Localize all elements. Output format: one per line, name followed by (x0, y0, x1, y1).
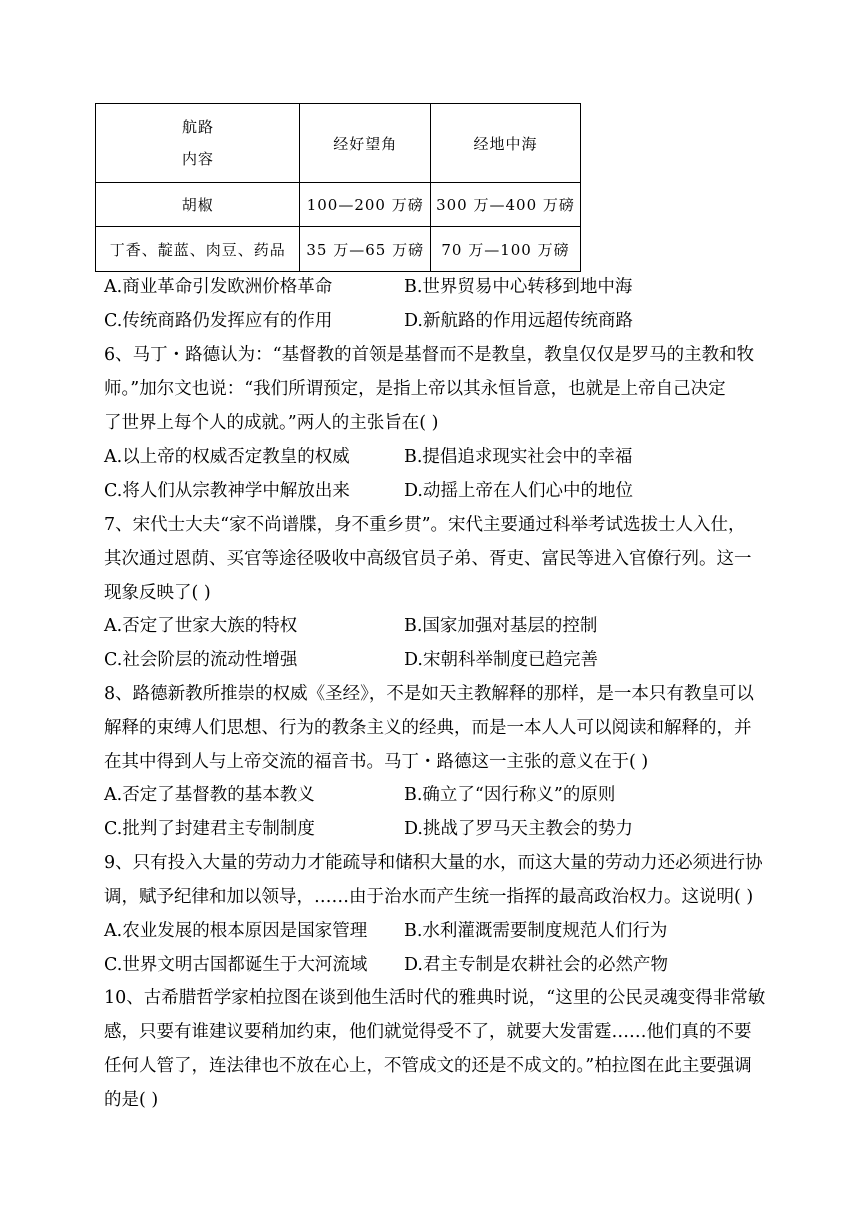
q7-stem-line: 7、宋代士大夫“家不尚谱牒，身不重乡贯”。宋代主要通过科举考试选拔士人入仕， (104, 515, 746, 535)
header-cape-route: 经好望角 (300, 104, 431, 183)
table-header-corner (96, 104, 300, 183)
q8-option-c: C.批判了封建君主专制制度 (104, 819, 315, 839)
q6-stem-line: 6、马丁・路德认为：“基督教的首领是基督而不是教皇，教皇仅仅是罗马的主教和牧 (104, 345, 755, 365)
table-row (96, 227, 581, 272)
q5-option-b: B.世界贸易中心转移到地中海 (404, 277, 633, 297)
q9-stem-line: 调，赋予纪律和加以领导，……由于治水而产生统一指挥的最高政治权力。这说明( ) (104, 887, 754, 907)
q8-stem-line: 解释的束缚人们思想、行为的教条主义的经典，而是一本人人可以阅读和解释的，并 (104, 718, 752, 738)
q10-stem-line: 的是( ) (104, 1090, 159, 1110)
q5-option-c: C.传统商路仍发挥应有的作用 (104, 311, 333, 331)
header-route-label: 航路 (182, 118, 215, 136)
q8-option-a: A.否定了基督教的基本教义 (104, 785, 315, 805)
table-cell-cape: 100—200 万磅 (300, 183, 431, 227)
header-content-label: 内容 (182, 150, 215, 168)
q8-stem-line: 8、路德新教所推崇的权威《圣经》，不是如天主教解释的那样，是一本只有教皇可以 (104, 684, 754, 704)
q7-option-d: D.宋朝科举制度已趋完善 (404, 650, 598, 670)
q9-option-a: A.农业发展的根本原因是国家管理 (104, 921, 368, 941)
q5-option-a: A.商业革命引发欧洲价格革命 (104, 277, 333, 297)
q6-stem-line: 师。”加尔文也说：“我们所谓预定，是指上帝以其永恒旨意，也就是上帝自己决定 (104, 379, 726, 399)
q8-option-d: D.挑战了罗马天主教会的势力 (404, 819, 633, 839)
q7-option-b: B.国家加强对基层的控制 (404, 616, 598, 636)
table-cell-mediterranean: 300 万—400 万磅 (430, 183, 580, 227)
table-cell-mediterranean: 70 万—100 万磅 (430, 227, 580, 272)
q10-stem-line: 感，只要有谁建议要稍加约束，他们就觉得受不了，就要大发雷霆……他们真的不要 (104, 1022, 752, 1042)
table-row (96, 183, 581, 227)
q6-stem-line: 了世界上每个人的成就。”两人的主张旨在( ) (104, 413, 439, 433)
q10-stem-line: 10、古希腊哲学家柏拉图在谈到他生活时代的雅典时说，“这里的公民灵魂变得非常敏 (104, 988, 766, 1008)
header-mediterranean-route: 经地中海 (430, 104, 580, 183)
q10-stem-line: 任何人管了，连法律也不放在心上，不管成文的还是不成文的。”柏拉图在此主要强调 (104, 1056, 752, 1076)
q8-stem-line: 在其中得到人与上帝交流的福音书。马丁・路德这一主张的意义在于( ) (104, 752, 649, 772)
q9-option-b: B.水利灌溉需要制度规范人们行为 (404, 921, 668, 941)
q8-option-b: B.确立了“因行称义”的原则 (404, 785, 616, 805)
price-comparison-table (95, 103, 581, 272)
q6-option-a: A.以上帝的权威否定教皇的权威 (104, 447, 350, 467)
q7-option-c: C.社会阶层的流动性增强 (104, 650, 298, 670)
q9-option-d: D.君主专制是农耕社会的必然产物 (404, 955, 668, 975)
q7-stem-line: 现象反映了( ) (104, 583, 211, 603)
q5-option-d: D.新航路的作用远超传统商路 (404, 311, 633, 331)
table-cell-cape: 35 万—65 万磅 (300, 227, 431, 272)
table-cell-item: 胡椒 (96, 183, 300, 227)
q7-stem-line: 其次通过恩荫、买官等途径吸收中高级官员子弟、胥吏、富民等进入官僚行列。这一 (104, 549, 752, 569)
q7-option-a: A.否定了世家大族的特权 (104, 616, 298, 636)
q6-option-b: B.提倡追求现实社会中的幸福 (404, 447, 633, 467)
q6-option-d: D.动摇上帝在人们心中的地位 (404, 481, 633, 501)
table-cell-item: 丁香、靛蓝、肉豆、药品 (96, 227, 300, 272)
q6-option-c: C.将人们从宗教神学中解放出来 (104, 481, 350, 501)
table-header-row (96, 104, 581, 183)
q9-stem-line: 9、只有投入大量的劳动力才能疏导和储积大量的水，而这大量的劳动力还必须进行协 (104, 853, 763, 873)
q9-option-c: C.世界文明古国都诞生于大河流域 (104, 955, 368, 975)
